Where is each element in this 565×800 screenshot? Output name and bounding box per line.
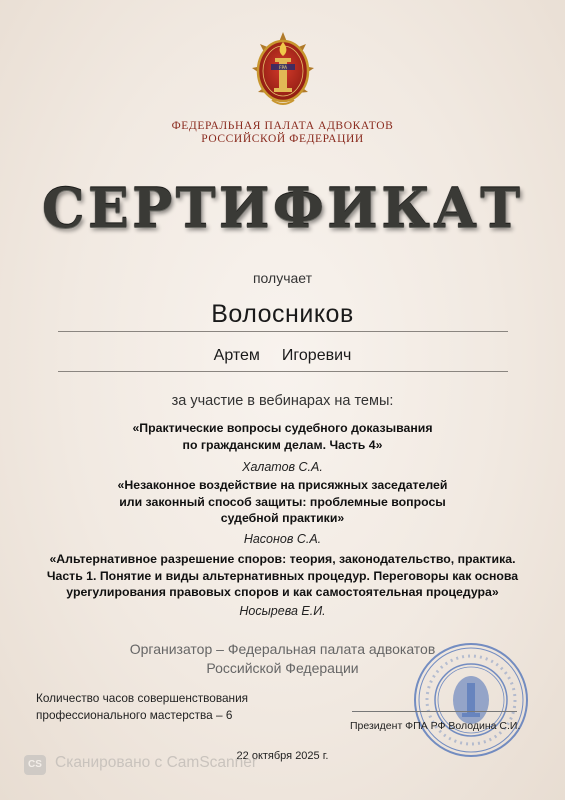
organizer-text: Организатор – Федеральная палата адвокатов Российской Федерации (129, 641, 436, 676)
training-hours: Количество часов совершенствования профессионального мастерства – 6 (36, 691, 249, 722)
topic-3-title: «Альтернативное разрешение споров: теория, законодательство, практика. Часть 1. Понятие и виды альтернативных процедур. Переговоры как основа урегулирования правовых споров и как самостоятельная процедура» (46, 552, 519, 599)
svg-text:FPA: FPA (278, 66, 288, 71)
name-underline (58, 371, 508, 372)
participation-label: за участие в вебинарах на темы: (171, 393, 394, 409)
topic-2-author: Насонов С.А. (243, 532, 322, 546)
topic-1-title: «Практические вопросы судебного доказывания по гражданским делам. Часть 4» (132, 421, 433, 452)
certificate-title: СЕРТИФИКАТ (41, 176, 524, 240)
bar-association-emblem-icon (248, 28, 318, 112)
scanner-watermark: Сканировано с CamScanner (55, 754, 258, 771)
issue-date: 22 октября 2025 г. (236, 750, 329, 762)
president-signature-label: Президент ФПА РФ Володина С.И. (350, 720, 521, 732)
topic-1-author: Халатов С.А. (242, 460, 323, 474)
topic-3-author: Носырева Е.И. (239, 604, 326, 618)
recipient-first-name: Артем (213, 347, 260, 364)
camscanner-logo-icon: CS (24, 755, 46, 775)
official-stamp-icon (412, 641, 530, 759)
surname-underline (58, 331, 508, 332)
receives-label: получает (252, 270, 313, 286)
topic-2-title: «Незаконное воздействие на присяжных заседателей или законный способ защиты: проблемные вопросы судебной практики» (117, 478, 448, 525)
recipient-patronymic: Игоревич (281, 347, 352, 364)
recipient-name (0, 347, 565, 365)
organization-name: ФЕДЕРАЛЬНАЯ ПАЛАТА АДВОКАТОВ РОССИЙСКОЙ ФЕДЕРАЦИИ (171, 120, 394, 145)
recipient-surname: Волосников (211, 300, 354, 328)
signature-line (352, 711, 517, 712)
